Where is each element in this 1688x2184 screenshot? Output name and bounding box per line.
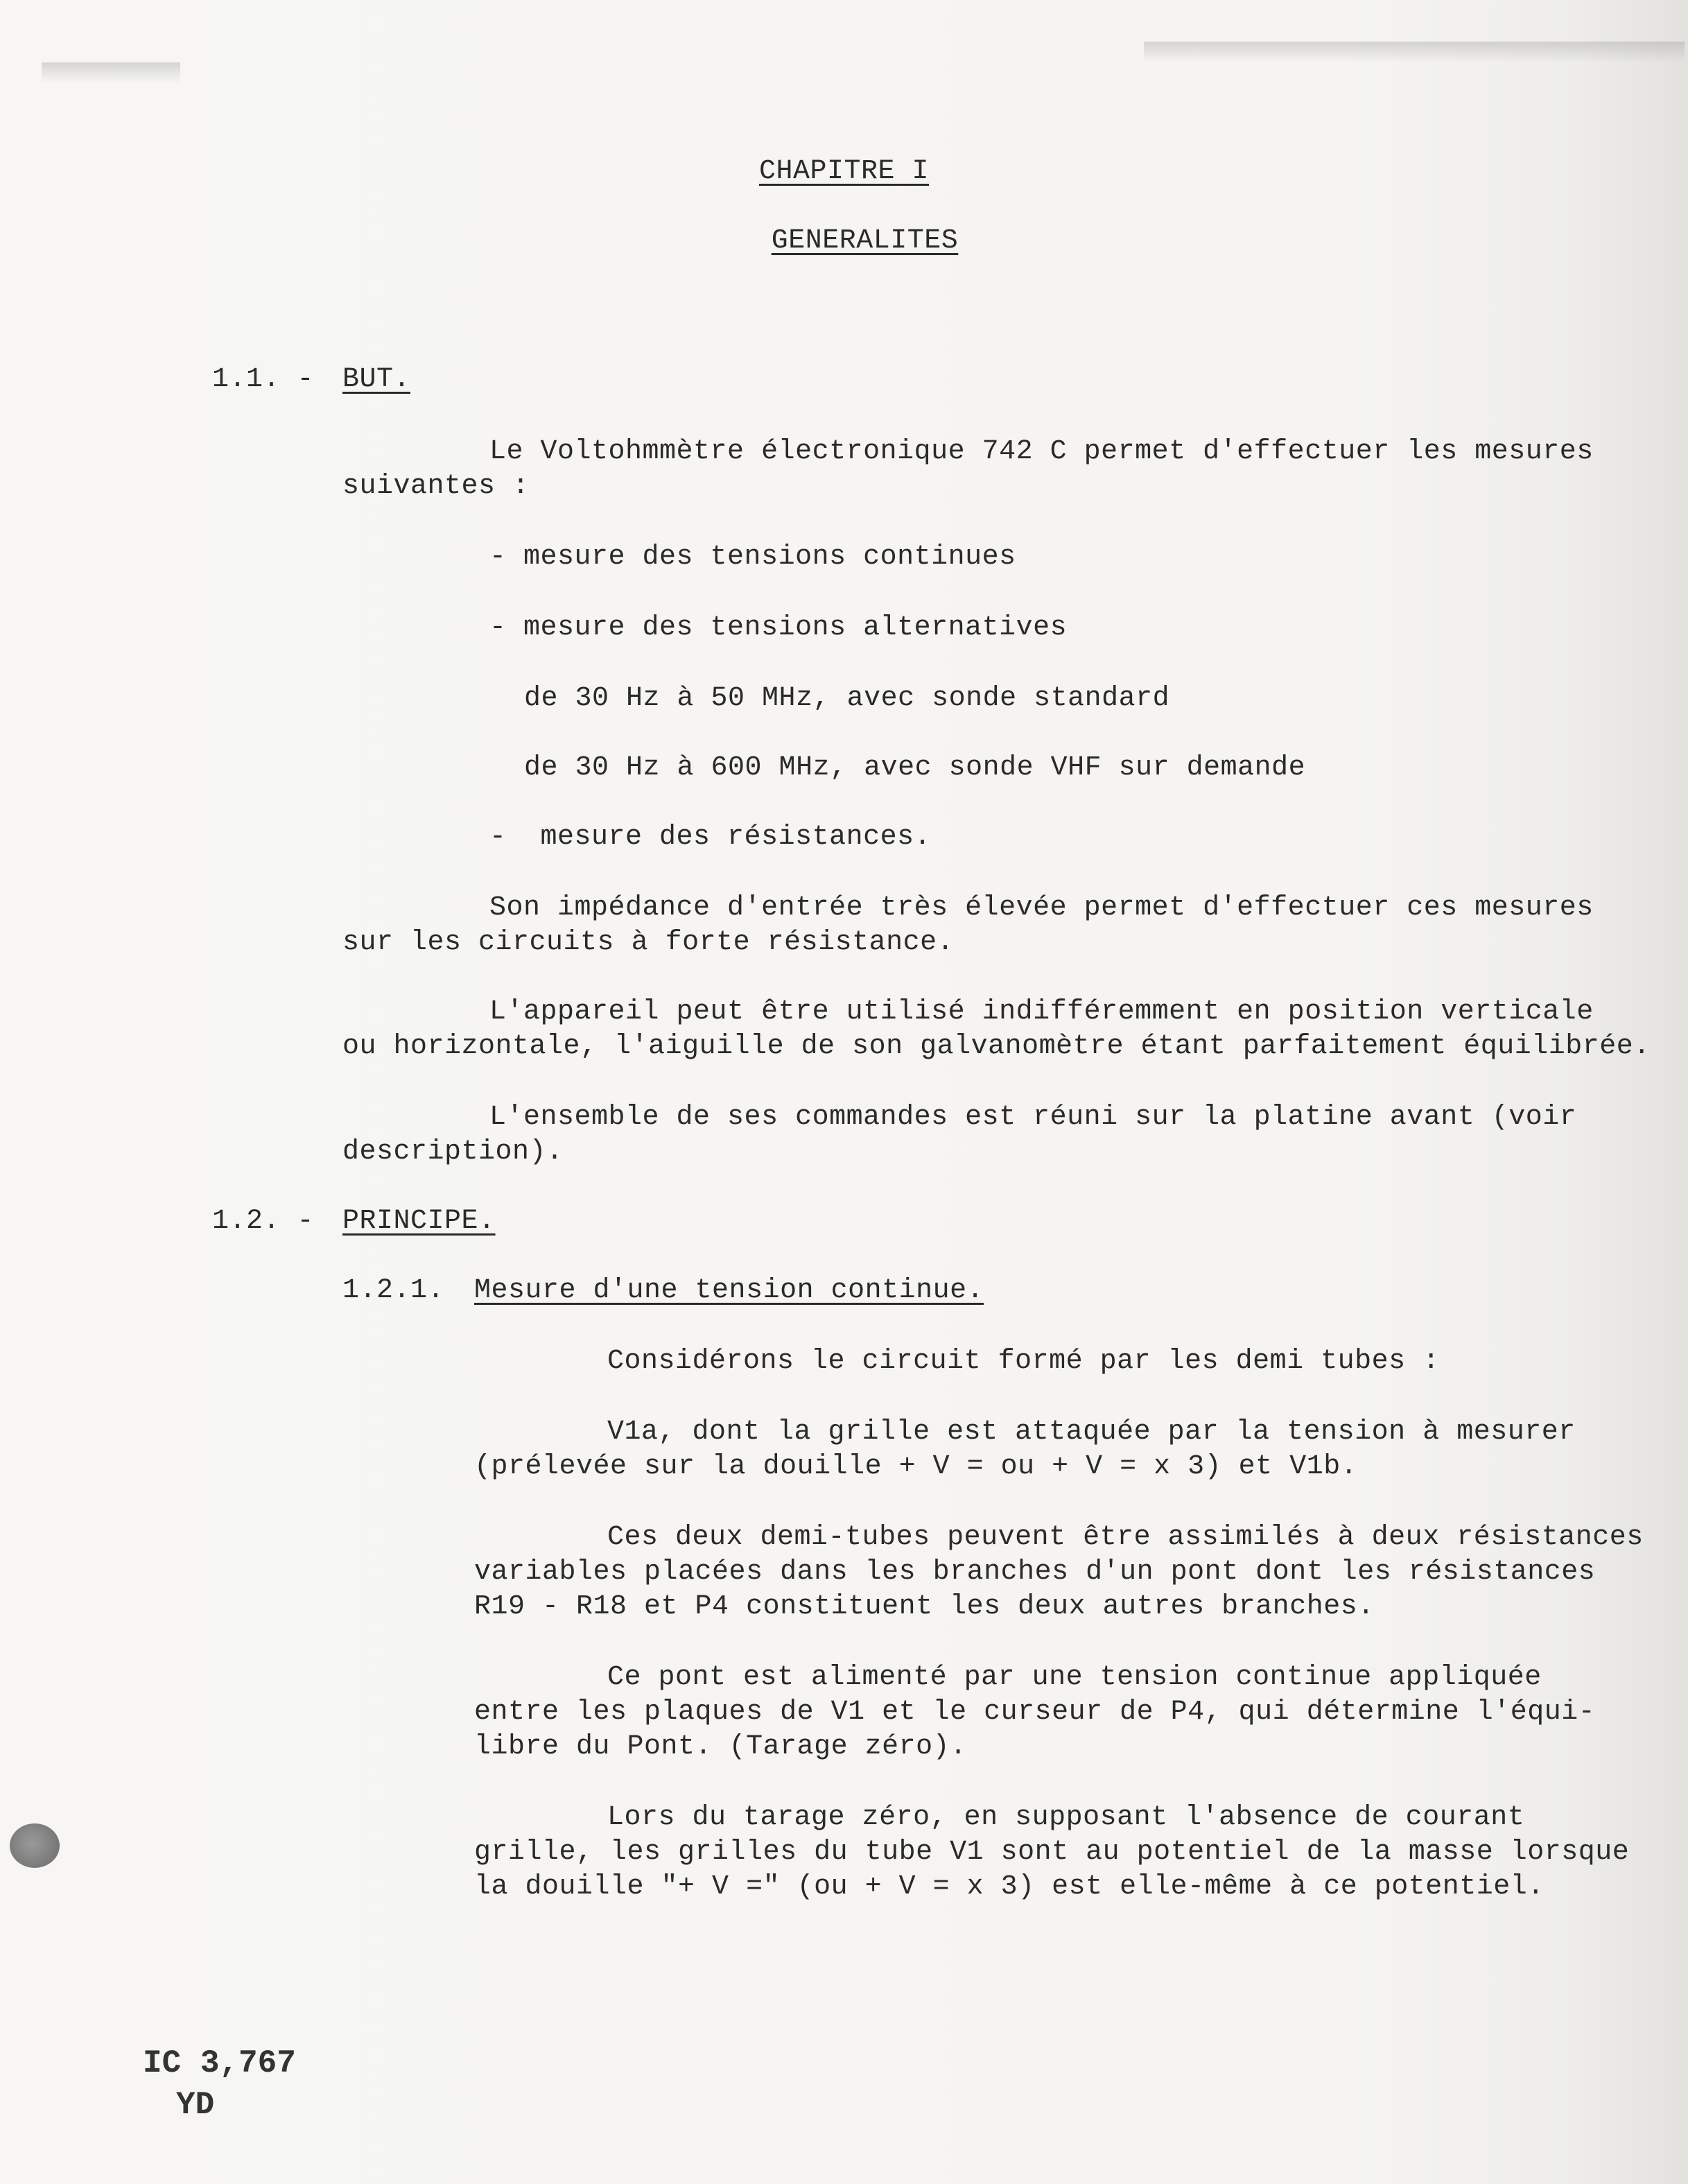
paragraph-line: la douille "+ V =" (ou + V = x 3) est elle-même à ce potentiel. [474, 1871, 1545, 1903]
paragraph-line: libre du Pont. (Tarage zéro). [474, 1731, 967, 1762]
paragraph-line: (prélevée sur la douille + V = ou + V = x 3) et V1b. [474, 1451, 1358, 1482]
list-subitem: de 30 Hz à 50 MHz, avec sonde standard [524, 683, 1170, 714]
paragraph-line: grille, les grilles du tube V1 sont au potentiel de la masse lorsque [474, 1837, 1630, 1868]
paragraph-line: Ces deux demi-tubes peuvent être assimilés à deux résistances [607, 1522, 1644, 1553]
paragraph-line: Le Voltohmmètre électronique 742 C permet d'effectuer les mesures [489, 436, 1594, 467]
paragraph-line: Considérons le circuit formé par les demi tubes : [607, 1346, 1440, 1377]
section-number: 1.1. - [212, 364, 315, 395]
paragraph-line: R19 - R18 et P4 constituent les deux autres branches. [474, 1591, 1375, 1622]
paragraph-line: variables placées dans les branches d'un pont dont les résistances [474, 1557, 1596, 1588]
punch-hole [10, 1823, 60, 1868]
paragraph-line: L'appareil peut être utilisé indifféremment en position verticale [489, 996, 1594, 1028]
chapter-title: CHAPITRE I [758, 156, 930, 187]
paragraph-line: suivantes : [342, 471, 530, 502]
paragraph-line: Ce pont est alimenté par une tension continue appliquée [607, 1662, 1542, 1693]
section-number: 1.2. - [212, 1206, 315, 1237]
paragraph-line: Lors du tarage zéro, en supposant l'absence de courant [607, 1802, 1525, 1833]
list-item: - mesure des tensions alternatives [489, 612, 1068, 643]
chapter-subtitle: GENERALITES [771, 225, 959, 257]
paragraph-line: sur les circuits à forte résistance. [342, 927, 955, 958]
section-heading: BUT. [342, 364, 411, 395]
section-heading: PRINCIPE. [342, 1206, 496, 1237]
paragraph-line: V1a, dont la grille est attaquée par la tension à mesurer [607, 1416, 1576, 1448]
document-initials: YD [176, 2087, 215, 2123]
paragraph-line: Son impédance d'entrée très élevée permet d'effectuer ces mesures [489, 892, 1594, 924]
list-item: - mesure des résistances. [489, 822, 932, 853]
scan-smudge [1144, 42, 1685, 62]
paragraph-line: description). [342, 1136, 564, 1168]
scan-smudge [42, 62, 180, 83]
subsection-number: 1.2.1. [342, 1275, 445, 1306]
paragraph-line: ou horizontale, l'aiguille de son galvanomètre étant parfaitement équilibrée. [342, 1031, 1651, 1062]
document-reference: IC 3,767 [143, 2045, 296, 2081]
paragraph-line: L'ensemble de ses commandes est réuni sur la platine avant (voir [489, 1102, 1577, 1133]
list-item: - mesure des tensions continues [489, 541, 1016, 573]
paragraph-line: entre les plaques de V1 et le curseur de P4, qui détermine l'équi- [474, 1697, 1596, 1728]
subsection-heading: Mesure d'une tension continue. [474, 1275, 984, 1306]
list-subitem: de 30 Hz à 600 MHz, avec sonde VHF sur demande [524, 752, 1306, 783]
